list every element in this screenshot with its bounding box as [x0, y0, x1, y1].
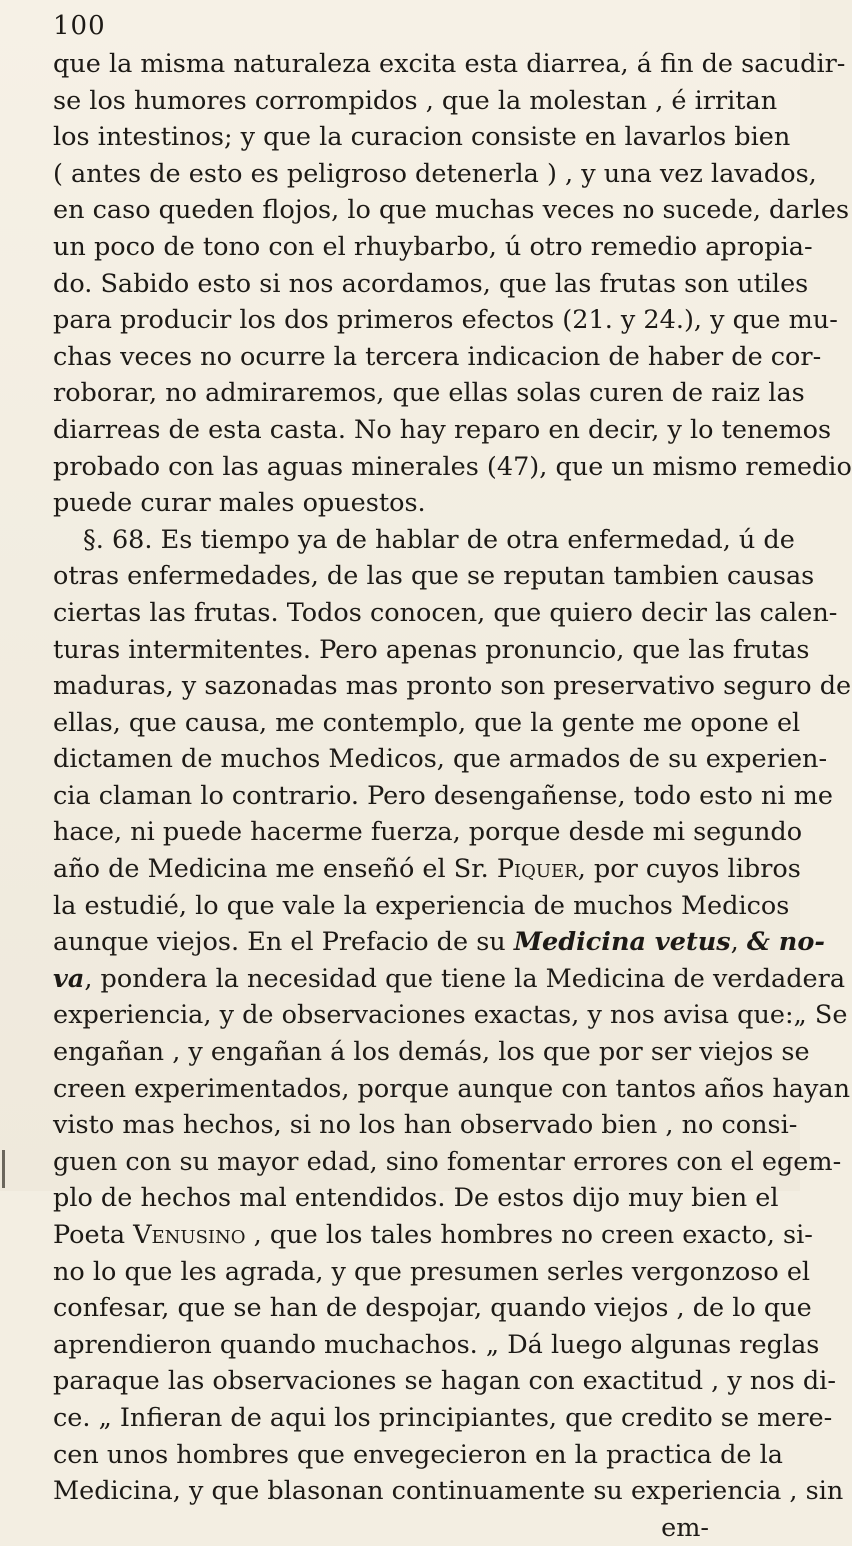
text-line: ( antes de esto es peligroso detenerla ) , y una vez lavados, — [53, 158, 817, 189]
text-line: ce. „ Infieran de aqui los principiantes, que credito se mere- — [53, 1402, 833, 1433]
text-line: otras enfermedades, de las que se reputan tambien causas — [53, 561, 815, 592]
author-name-venusino: Venusino — [133, 1220, 246, 1250]
text-line: se los humores corrompidos , que la molestan , é irritan — [53, 85, 778, 116]
text-line: engañan , y engañan á los demás, los que por ser viejos se — [53, 1037, 810, 1068]
text-line: experiencia, y de observaciones exactas, y nos avisa que:„ Se — [53, 1000, 848, 1031]
text-line: que la misma naturaleza excita esta diarrea, á fin de sacudir- — [53, 49, 846, 79]
text-line: chas veces no ocurre la tercera indicacion de haber de cor- — [53, 341, 822, 372]
text-line: Poeta Venusino , que los tales hombres no creen exacto, si- — [53, 1220, 813, 1250]
text-line: probado con las aguas minerales (47), que un mismo remedio — [53, 451, 852, 482]
text-line: diarreas de esta casta. No hay reparo en decir, y lo tenemos — [53, 414, 832, 445]
author-name-piquer: Piquer — [496, 854, 578, 885]
catchword: em- — [661, 1512, 709, 1543]
text-line: dictamen de muchos Medicos, que armados de su experien- — [53, 744, 828, 775]
text-line: la estudié, lo que vale la experiencia de muchos Medicos — [53, 890, 790, 921]
book-title: Medicina vetus — [513, 927, 731, 958]
text-line: va, pondera la necesidad que tiene la Medicina de verdadera — [53, 963, 846, 994]
text-line: paraque las observaciones se hagan con exactitud , y nos di- — [53, 1366, 836, 1397]
text-line: aunque viejos. En el Prefacio de su Medicina vetus, & no- — [53, 927, 825, 958]
text-line: no lo que les agrada, y que presumen serles vergonzoso el — [53, 1256, 811, 1287]
text-line: turas intermitentes. Pero apenas pronuncio, que las frutas — [53, 634, 810, 665]
text-line: los intestinos; y que la curacion consiste en lavarlos bien — [53, 122, 791, 153]
text-line: cen unos hombres que envegecieron en la practica de la — [53, 1439, 783, 1470]
text-line: confesar, que se han de despojar, quando viejos , de lo que — [53, 1293, 812, 1324]
text-line: roborar, no admiraremos, que ellas solas curen de raiz las — [53, 378, 805, 409]
text-line: en caso queden flojos, lo que muchas veces no sucede, darles — [53, 195, 850, 226]
text-line: Medicina, y que blasonan continuamente su experiencia , sin — [53, 1476, 844, 1507]
body-text — [53, 46, 852, 1546]
text-line: ciertas las frutas. Todos conocen, que quiero decir las calen- — [53, 597, 838, 628]
text-line: guen con su mayor edad, sino fomentar errores con el egem- — [53, 1146, 842, 1177]
text-line: plo de hechos mal entendidos. De estos dijo muy bien el — [53, 1183, 779, 1214]
text-line: §. 68. Es tiempo ya de hablar de otra enfermedad, ú de — [83, 524, 795, 555]
page-edge-mark — [2, 1150, 5, 1188]
text-line: puede curar males opuestos. — [53, 488, 426, 519]
text-line: maduras, y sazonadas mas pronto son preservativo seguro de — [53, 671, 852, 702]
page-number: 100 — [53, 11, 106, 41]
text-line: ellas, que causa, me contemplo, que la gente me opone el — [53, 707, 801, 738]
text-line: para producir los dos primeros efectos (21. y 24.), y que mu- — [53, 305, 838, 336]
text-line: un poco de tono con el rhuybarbo, ú otro remedio apropia- — [53, 231, 813, 262]
text-line: do. Sabido esto si nos acordamos, que las frutas son utiles — [53, 268, 809, 299]
text-line: cia claman lo contrario. Pero desengañense, todo esto ni me — [53, 780, 833, 811]
text-line: hace, ni puede hacerme fuerza, porque desde mi segundo — [53, 817, 803, 848]
text-line: aprendieron quando muchachos. „ Dá luego algunas reglas — [53, 1329, 820, 1360]
text-line: año de Medicina me enseñó el Sr. Piquer, por cuyos libros — [53, 854, 801, 885]
text-line: visto mas hechos, si no los han observado bien , no consi- — [53, 1110, 798, 1141]
text-line: creen experimentados, porque aunque con tantos años hayan — [53, 1073, 850, 1104]
